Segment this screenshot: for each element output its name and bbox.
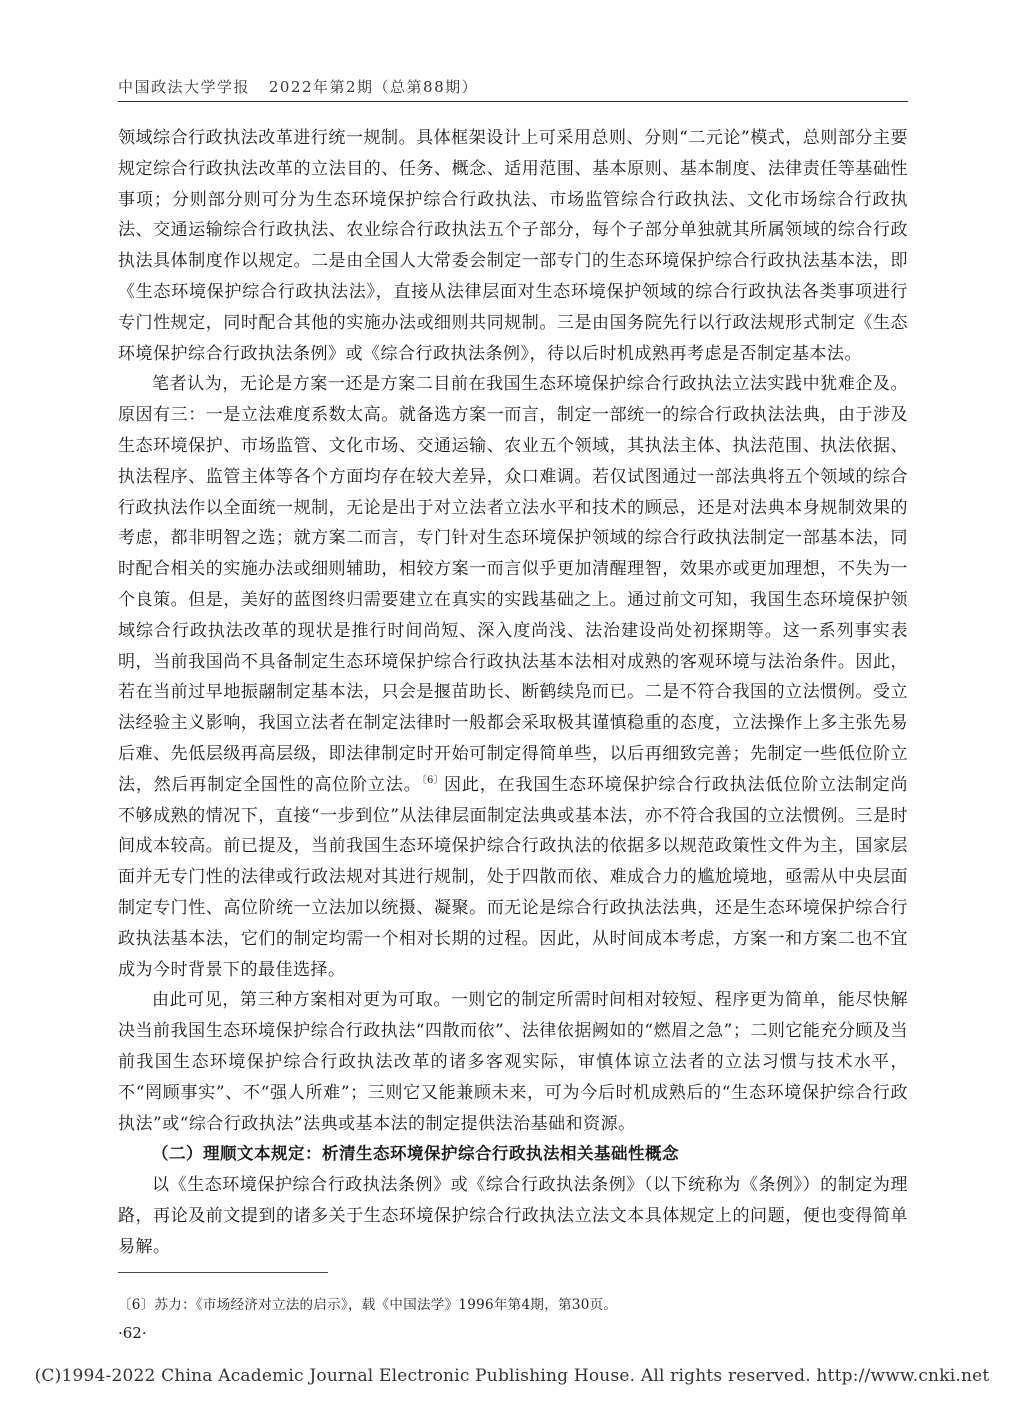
copyright-line: (C)1994-2022 China Academic Journal Electronic Publishing House. All rights reserved. http://www.cnki.net bbox=[34, 1366, 990, 1386]
paragraph-2-text: 笔者认为，无论是方案一还是方案二目前在我国生态环境保护综合行政执法立法实践中犹难企及。原因有三：一是立法难度系数太高。就备选方案一而言，制定一部统一的综合行政执法法典，由于涉及生态环境保护、市场监管、文化市场、交通运输、农业五个领域，其执法主体、执法范围、执法依据、执法程序、监管主体等各个方面均存在较大差异，众口难调。若仅试图通过一部法典将五个领域的综合行政执法作以全面统一规制，无论是出于对立法者立法水平和技术的顾忌，还是对法典本身规制效果的考虑，都非明智之选；就方案二而言，专门针对生态环境保护领域的综合行政执法制定一部基本法，同时配合相关的实施办法或细则辅助，相较方案一而言似乎更加清醒理智，效果亦或更加理想，不失为一个良策。但是，美好的蓝图终归需要建立在真实的实践基础之上。通过前文可知，我国生态环境保护领域综合行政执法改革的现状是推行时间尚短、深入度尚浅、法治建设尚处初探期等。这一系列事实表明，当前我国尚不具备制定生态环境保护综合行政执法基本法相对成熟的客观环境与法治条件。因此，若在当前过早地振翮制定基本法，只会是揠苗助长、断鹤续凫而已。二是不符合我国的立法惯例。受立法经验主义影响，我国立法者在制定法律时一般都会采取极其谨慎稳重的态度，立法操作上多主张先易后难、先低层级再高层级，即法律制定时开始可制定得简单些，以后再细致完善；先制定一些低位阶立法，然后再制定全国性的高位阶立法。 bbox=[118, 374, 908, 795]
footnote-6: 〔6〕苏力：《市场经济对立法的启示》，载《中国法学》1996年第4期，第30页。 bbox=[118, 1297, 618, 1313]
paragraph-3: 由此可见，第三种方案相对更为可取。一则它的制定所需时间相对较短、程序更为简单，能尽快解决当前我国生态环境保护综合行政执法“四散而依”、法律依据阙如的“燃眉之急”；二则它能充分顾及当前我国生态环境保护综合行政执法改革的诸多客观实际，审慎体谅立法者的立法习惯与技术水平，不“罔顾事实”、不“强人所难”；三则它又能兼顾未来，可为今后时机成熟后的“生态环境保护综合行政执法”或“综合行政执法”法典或基本法的制定提供法治基础和资源。 bbox=[118, 990, 908, 1134]
issue-label: 2022年第2期（总第88期） bbox=[268, 78, 479, 96]
article-body bbox=[118, 123, 908, 1262]
paragraph-1: 领域综合行政执法改革进行统一规制。具体框架设计上可采用总则、分则“二元论”模式，总则部分主要规定综合行政执法改革的立法目的、任务、概念、适用范围、基本原则、基本制度、法律责任等基础性事项；分则部分则可分为生态环境保护综合行政执法、市场监管综合行政执法、文化市场综合行政执法、交通运输综合行政执法、农业综合行政执法五个子部分，每个子部分单独就其所属领域的综合行政执法具体制度作以规定。二是由全国人大常委会制定一部专门的生态环境保护综合行政执法基本法，即《生态环境保护综合行政执法法》，直接从法律层面对生态环境保护领域的综合行政执法各类事项进行专门性规定，同时配合其他的实施办法或细则共同规制。三是由国务院先行以行政法规形式制定《生态环境保护综合行政执法条例》或《综合行政执法条例》，待以后时机成熟再考虑是否制定基本法。 bbox=[118, 128, 908, 364]
paragraph-2 bbox=[118, 369, 908, 985]
paragraph-2-cont: 因此，在我国生态环境保护综合行政执法低位阶立法制定尚不够成熟的情况下，直接“一步到位”从法律层面制定法典或基本法，亦不符合我国的立法惯例。三是时间成本较高。前已提及，当前我国生态环境保护综合行政执法的依据多以规范政策性文件为主，国家层面并无专门性的法律或行政法规对其进行规制，处于四散而依、难成合力的尴尬境地，亟需从中央层面制定专门性、高位阶统一立法加以统摄、凝聚。而无论是综合行政执法法典，还是生态环境保护综合行政执法基本法，它们的制定均需一个相对长期的过程。因此，从时间成本考虑，方案一和方案二也不宜成为今时背景下的最佳选择。 bbox=[118, 774, 908, 980]
running-header bbox=[118, 76, 478, 97]
paragraph-4: 以《生态环境保护综合行政执法条例》或《综合行政执法条例》（以下统称为《条例》）的制定为理路，再论及前文提到的诸多关于生态环境保护综合行政执法立法文本具体规定上的问题，便也变得简单易解。 bbox=[118, 1175, 908, 1257]
section-heading: （二）理顺文本规定：析清生态环境保护综合行政执法相关基础性概念 bbox=[152, 1144, 679, 1164]
footnote-ref-6[interactable]: 〔6〕 bbox=[421, 774, 445, 786]
journal-name: 中国政法大学学报 bbox=[118, 78, 251, 96]
page-number: ·62· bbox=[118, 1324, 147, 1342]
footnote-rule bbox=[118, 1272, 328, 1273]
header-rule bbox=[118, 101, 908, 102]
